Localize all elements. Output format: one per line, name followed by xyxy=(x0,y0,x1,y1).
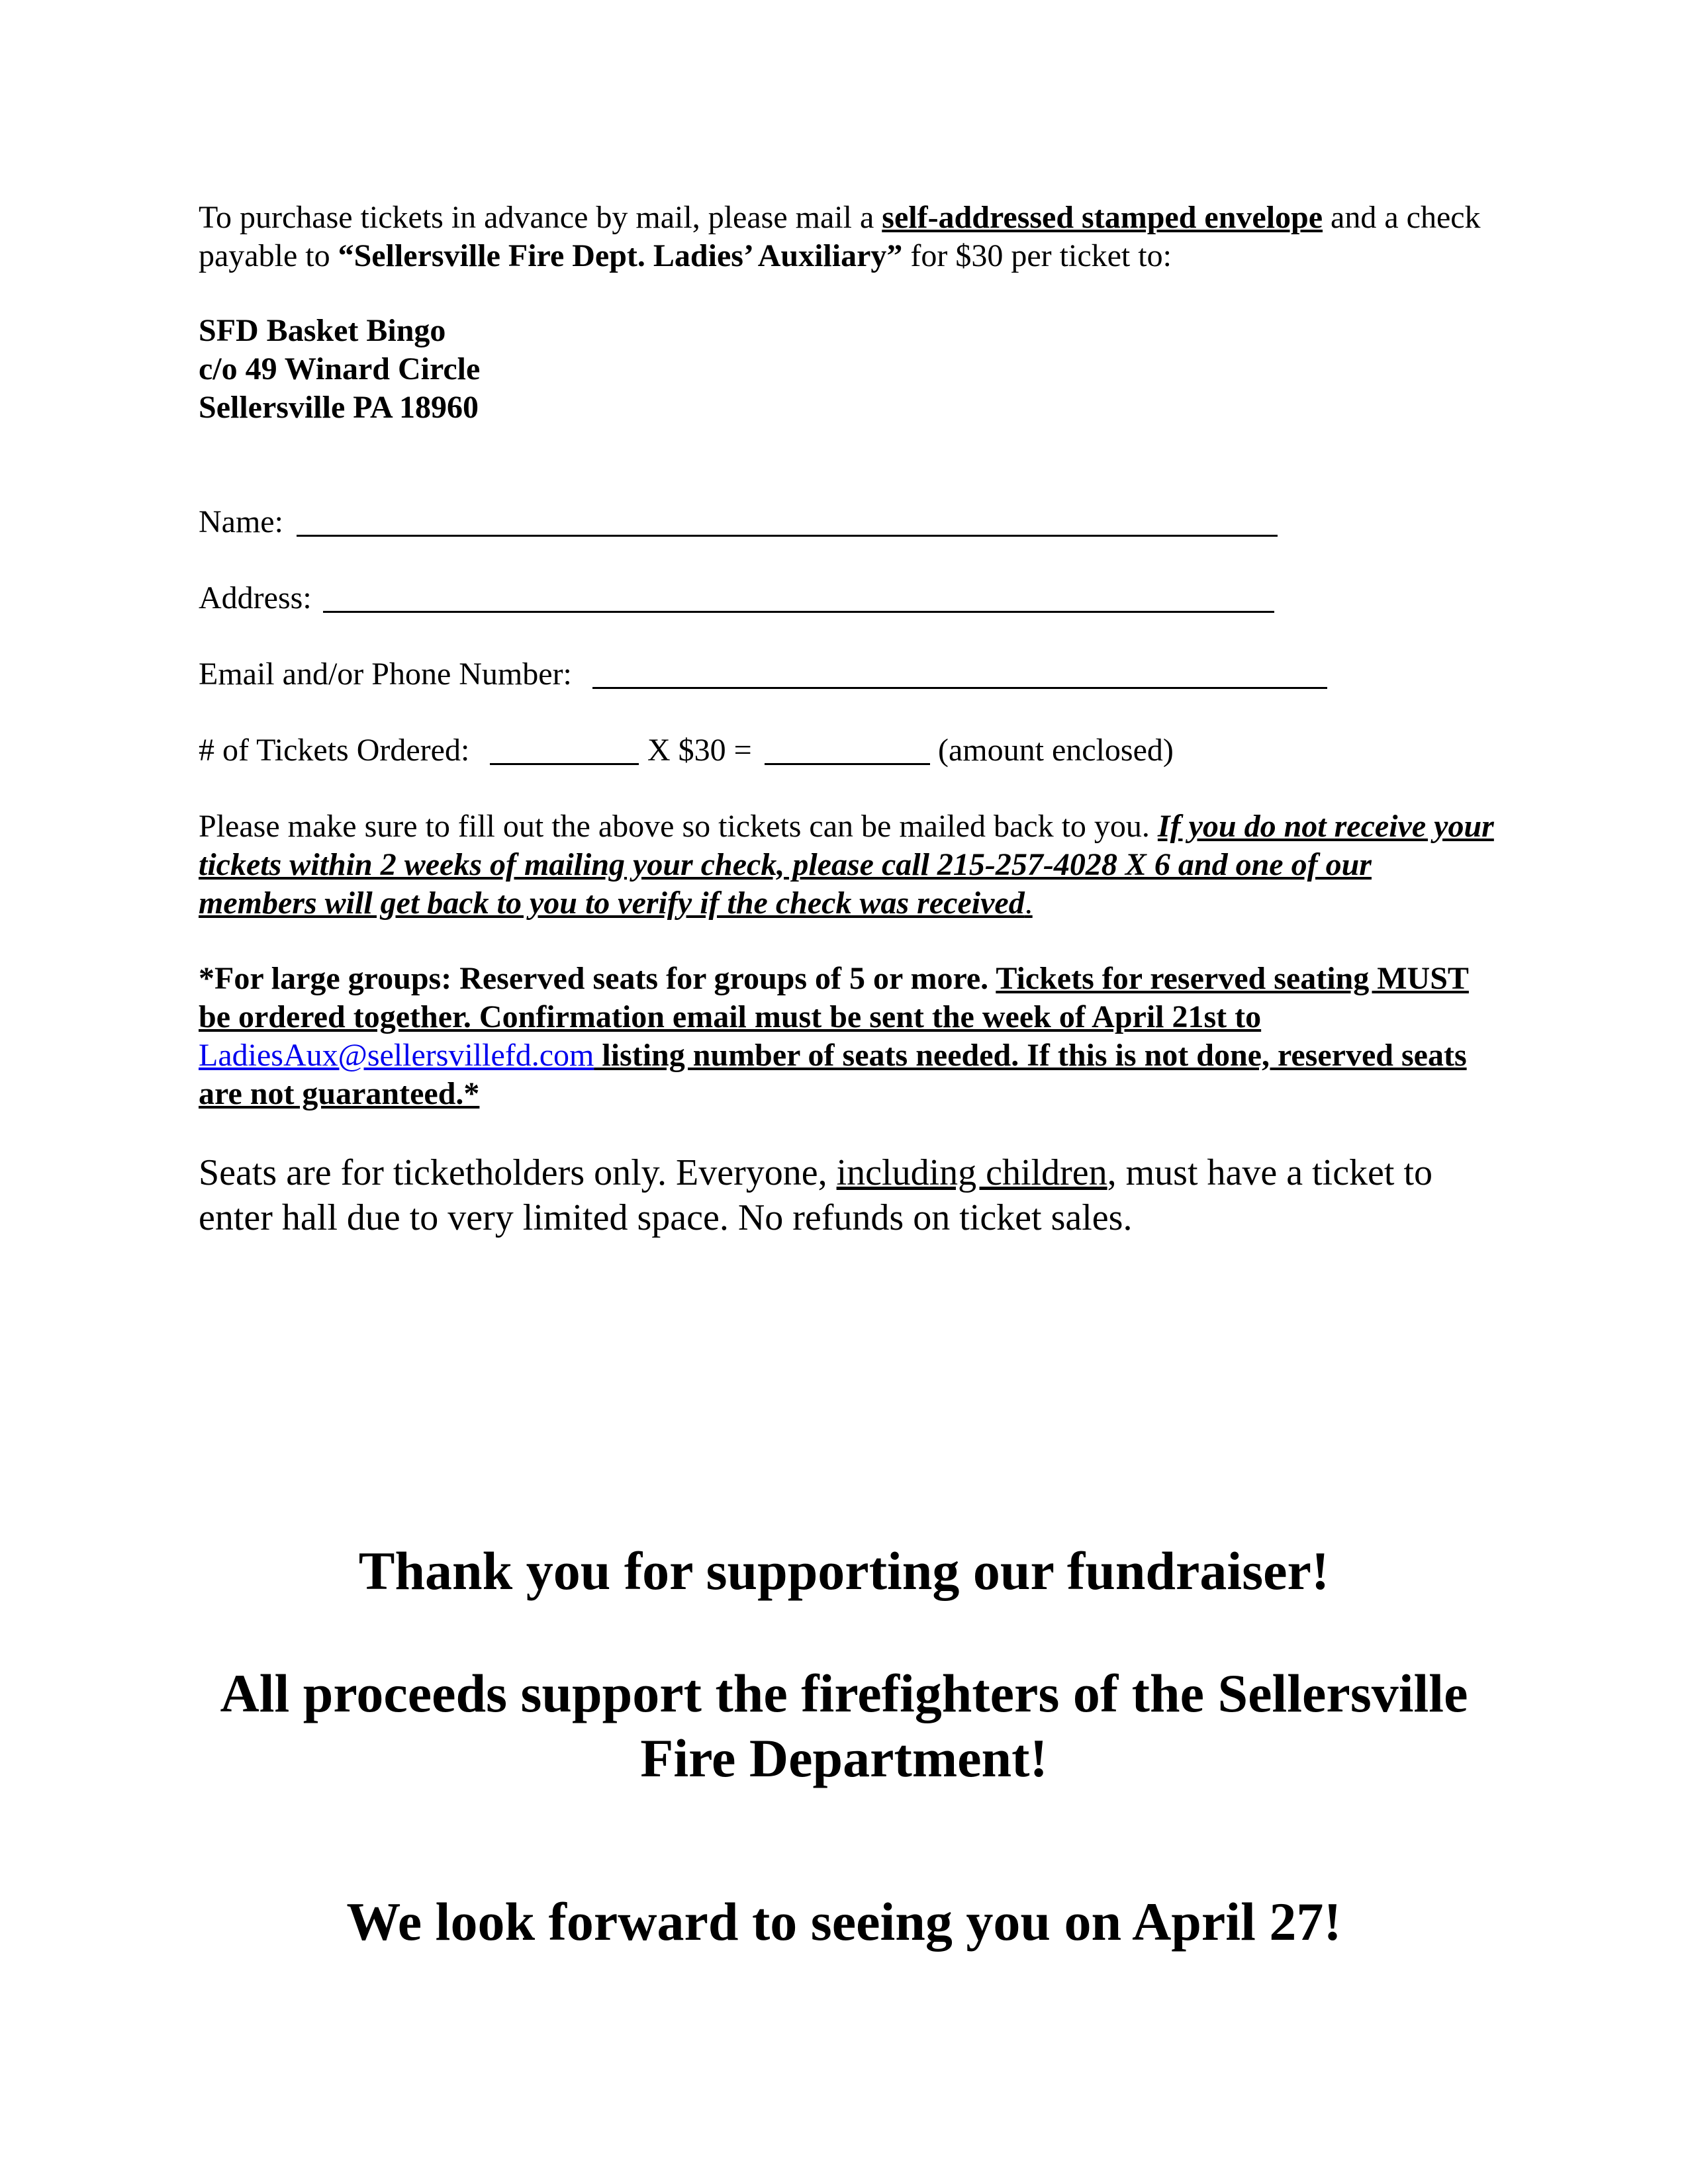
notice-warning: If you do not receive your tickets within 2 weeks of mailing your check, please call 215-257-4028 X 6 and one of our members will get back to you to verify if the check was received xyxy=(199,809,1494,921)
intro-text-1: To purchase tickets in advance by mail, please mail a xyxy=(199,200,882,235)
large-groups-notice xyxy=(199,960,1496,1113)
tickets-count-blank[interactable] xyxy=(490,731,639,765)
name-blank[interactable] xyxy=(297,503,1278,537)
email-link[interactable]: LadiesAux@sellersvillefd.com xyxy=(199,1038,594,1073)
tickets-multiplier: X $30 = xyxy=(647,733,752,768)
intro-payee: “Sellersville Fire Dept. Ladies’ Auxiliary” xyxy=(338,238,903,273)
intro-text-3: for $30 per ticket to: xyxy=(902,238,1172,273)
mailing-notice xyxy=(199,807,1496,923)
address-label: Address: xyxy=(199,580,312,615)
proceeds-heading-line-2: Fire Department! xyxy=(640,1728,1048,1788)
intro-envelope-emphasis: self-addressed stamped envelope xyxy=(882,200,1323,235)
groups-reserved-text: Tickets for reserved seating MUST be ordered together. Confirmation email must be sent the week of April 21st to xyxy=(199,961,1469,1034)
event-date-heading: We look forward to seeing you on April 27! xyxy=(346,1891,1342,1952)
contact-label: Email and/or Phone Number: xyxy=(199,657,572,692)
amount-blank[interactable] xyxy=(765,731,930,765)
address-blank[interactable] xyxy=(323,579,1274,613)
thank-you-heading: Thank you for supporting our fundraiser! xyxy=(358,1541,1330,1601)
seats-text-2: , must have a ticket to enter hall due to very limited space. No refunds on ticket sales. xyxy=(199,1152,1433,1238)
contact-blank[interactable] xyxy=(592,655,1327,689)
proceeds-heading-line-1: All proceeds support the firefighters of the Sellersville xyxy=(220,1663,1468,1723)
address-line-1: SFD Basket Bingo xyxy=(199,313,446,348)
seats-notice xyxy=(199,1150,1496,1240)
name-label: Name: xyxy=(199,504,283,539)
tickets-label: # of Tickets Ordered: xyxy=(199,733,470,768)
notice-plain: Please make sure to fill out the above so tickets can be mailed back to you. xyxy=(199,809,1158,844)
groups-reserved-text-2: listing number of seats needed. If this is not done, reserved seats are not guaranteed.* xyxy=(199,1038,1467,1111)
address-line-2: c/o 49 Winard Circle xyxy=(199,351,481,387)
notice-end: . xyxy=(1024,886,1033,921)
intro-paragraph xyxy=(199,199,1496,275)
address-line-3: Sellersville PA 18960 xyxy=(199,390,479,425)
amount-note: (amount enclosed) xyxy=(938,733,1174,768)
intro-text-2: and a check payable to xyxy=(199,200,1481,273)
groups-plain: *For large groups: Reserved seats for groups of 5 or more. xyxy=(199,961,996,996)
seats-children-emphasis: including children xyxy=(836,1152,1107,1193)
seats-text-1: Seats are for ticketholders only. Everyone, xyxy=(199,1152,837,1193)
